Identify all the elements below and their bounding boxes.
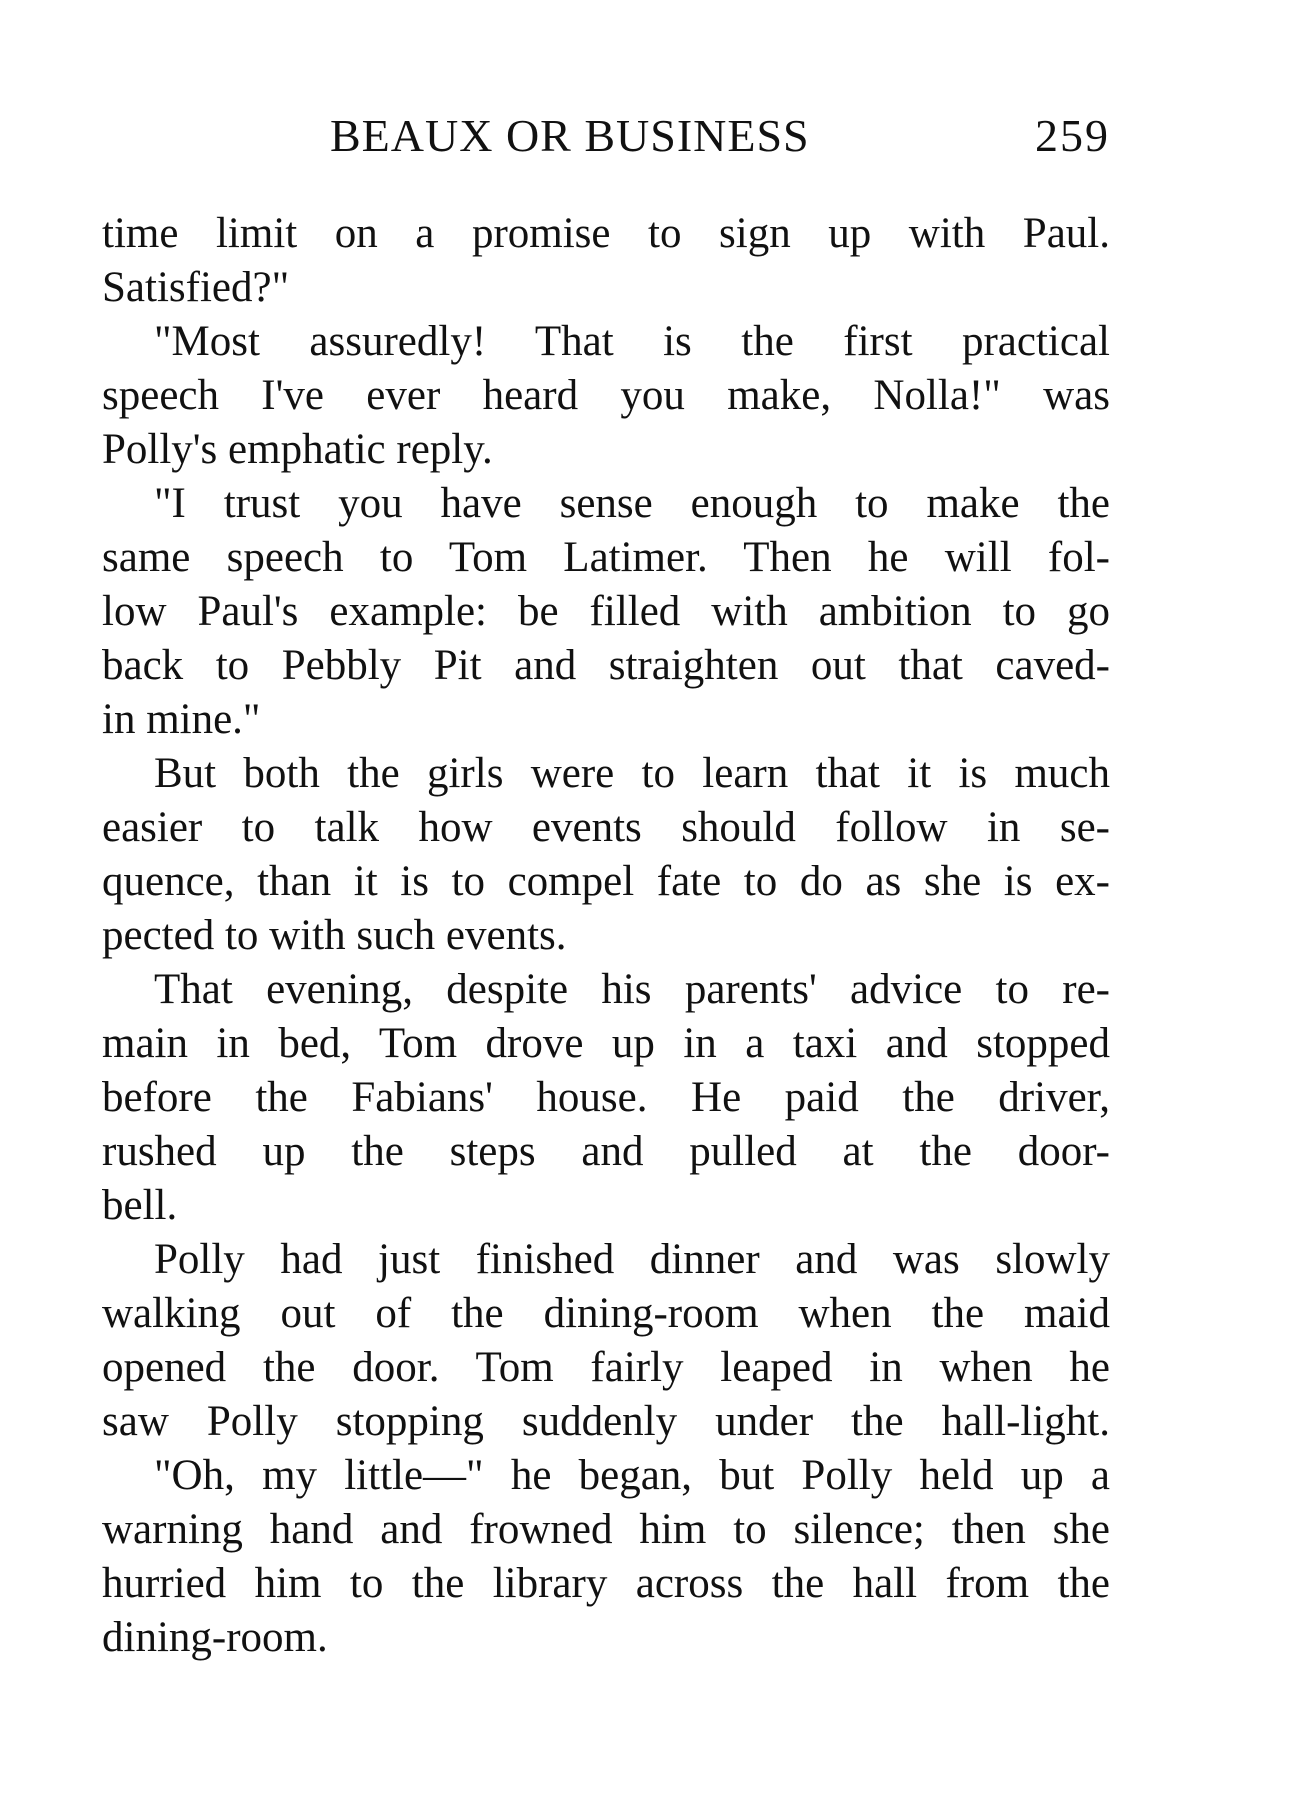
text-line: Polly's emphatic reply.: [102, 426, 493, 473]
text-line: in mine.": [102, 696, 261, 743]
body-text: [102, 207, 1110, 1665]
text-line: hurried him to the library across the hall from the: [102, 1560, 1110, 1607]
text-line: "Most assuredly! That is the first practical: [154, 318, 1110, 365]
running-head: [100, 106, 1110, 166]
page-number: 259: [1035, 110, 1110, 161]
text-line: "I trust you have sense enough to make the: [154, 480, 1110, 527]
text-line: rushed up the steps and pulled at the door-: [102, 1128, 1110, 1175]
text-line: walking out of the dining-room when the maid: [102, 1290, 1110, 1337]
text-line: same speech to Tom Latimer. Then he will fol-: [102, 534, 1110, 581]
text-line: easier to talk how events should follow in se-: [102, 804, 1110, 851]
running-title: BEAUX OR BUSINESS: [330, 110, 810, 161]
text-line: back to Pebbly Pit and straighten out that caved-: [102, 642, 1110, 689]
text-line: main in bed, Tom drove up in a taxi and stopped: [102, 1020, 1110, 1067]
text-line: That evening, despite his parents' advice to re-: [154, 966, 1110, 1013]
text-line: Polly had just finished dinner and was slowly: [154, 1236, 1110, 1283]
text-line: before the Fabians' house. He paid the driver,: [102, 1074, 1110, 1121]
text-line: "Oh, my little—" he began, but Polly held up a: [154, 1452, 1110, 1499]
text-line: quence, than it is to compel fate to do as she is ex-: [102, 858, 1110, 905]
text-line: low Paul's example: be filled with ambition to go: [102, 588, 1110, 635]
text-line: time limit on a promise to sign up with Paul.: [102, 210, 1110, 257]
text-line: warning hand and frowned him to silence; then she: [102, 1506, 1110, 1553]
text-line: Satisfied?": [102, 264, 290, 311]
text-line: saw Polly stopping suddenly under the hall-light.: [102, 1398, 1110, 1445]
text-line: But both the girls were to learn that it is much: [154, 750, 1110, 797]
text-line: pected to with such events.: [102, 912, 567, 959]
text-line: speech I've ever heard you make, Nolla!" was: [102, 372, 1110, 419]
text-line: bell.: [102, 1182, 178, 1229]
text-line: dining-room.: [102, 1614, 328, 1661]
text-line: opened the door. Tom fairly leaped in when he: [102, 1344, 1110, 1391]
